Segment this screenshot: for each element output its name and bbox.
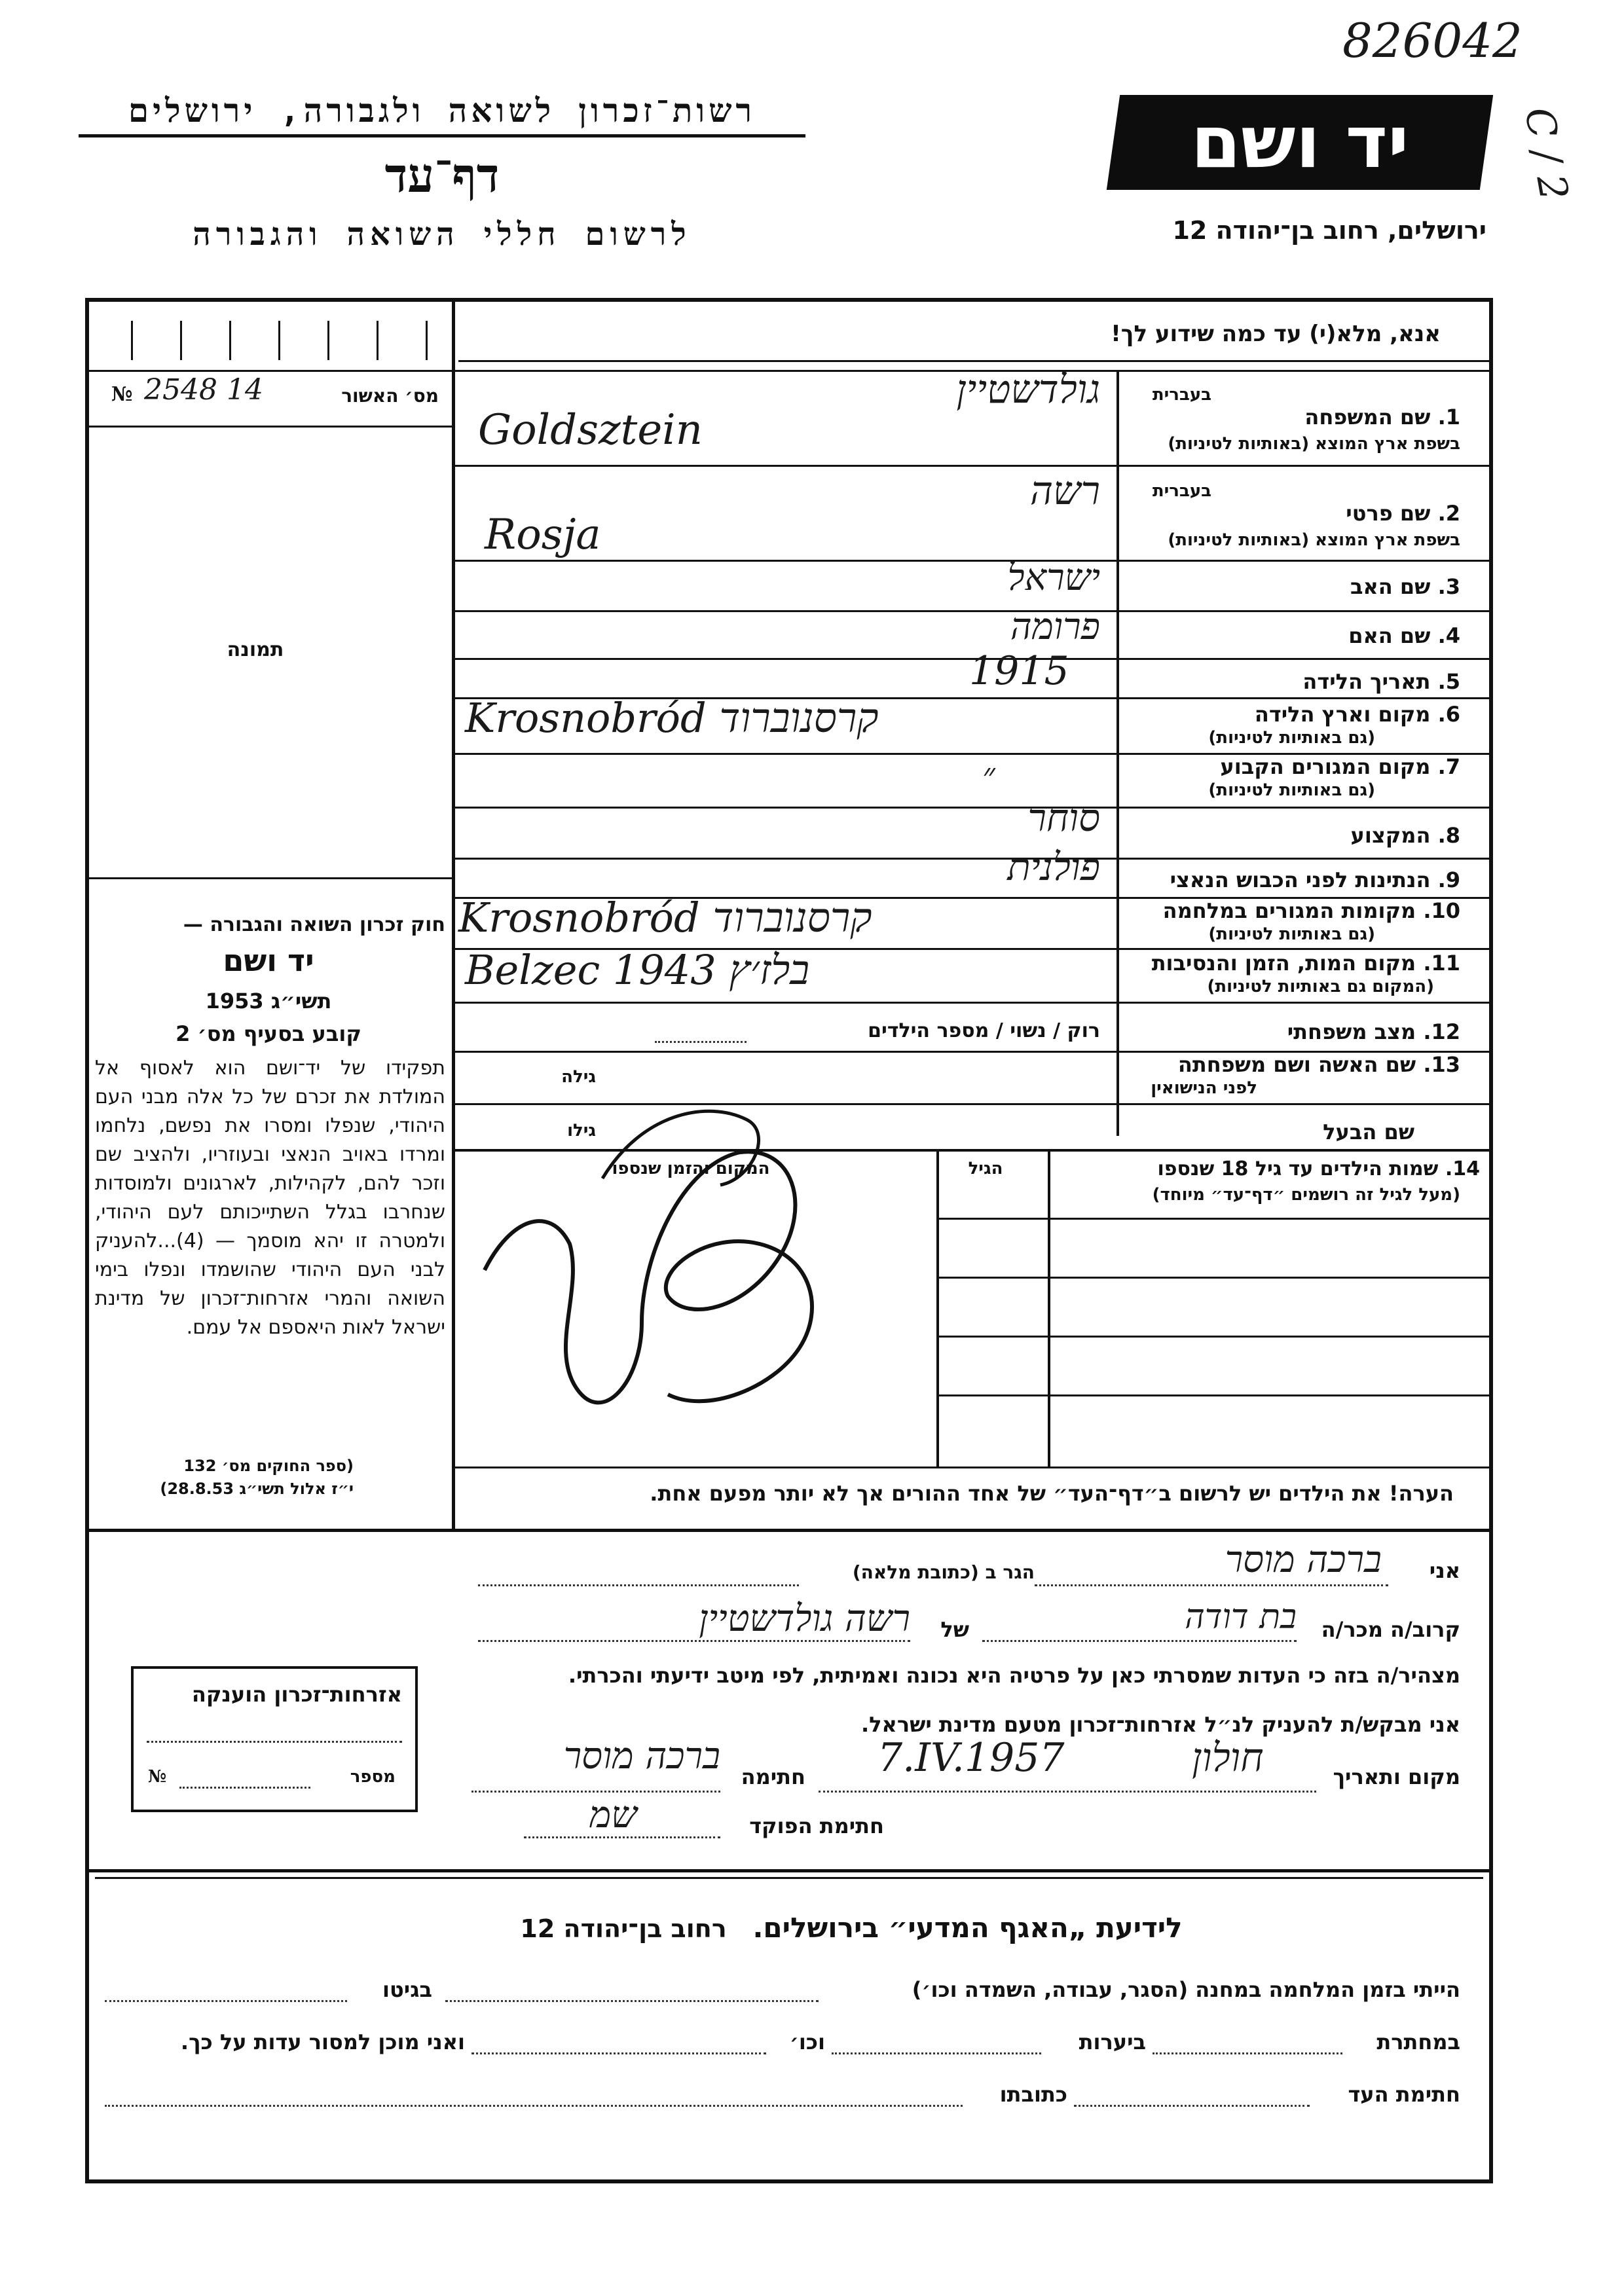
authority-name: רשות־זכרון לשואה ולגבורה, ירושלים [128,92,756,130]
law-title: חוק זכרון השואה והגבורה — [183,913,445,936]
note-text: הערה! את הילדים יש לרשום ב״דף־העד״ של אחד ההורים אך לא יותר מפעם אחת. [650,1481,1454,1506]
law-name: יד ושם [223,943,314,978]
logo-text: יד ושם [1190,100,1409,184]
yad-vashem-logo [1107,95,1493,190]
approval-number: 2548 14 [144,373,263,407]
law-ref-2: י״ז אלול תשי״ג 28.8.53) [160,1480,354,1498]
header-address: ירושלים, רחוב בן־יהודה 12 [1172,216,1486,245]
citizenship-box: אזרחות־זכרון הוענקה № מספר [131,1666,418,1812]
form-subtitle: לרשום חללי השואה והגבורה [193,216,692,253]
instruction-text: אנא, מלא(י) עד כמה שידוע לך! [1111,321,1441,347]
approval-prefix: № [111,383,133,406]
strikethrough-scribble [471,1074,904,1440]
footer-title: לידיעת „האגף המדעי״ בירושלים. [752,1912,1183,1944]
law-text: תפקידו של יד־ושם הוא לאסוף אל המולדת את זכרם של כל אלה מבני העם היהודי, שנפלו ומסרו את נפשם, נלחמו ומרדו באויב הנאצי ובעוזריו, ולהציב שם וזכר להם, לקהילות, לארגונים ולמוסדות שנחרבו בגלל השתייכותם לעם היהודי, ולמטרה זו יהא מוסמך — (4)...להעניק לבני העם היהודי שהושמדו ונפלו בימי השואה והמרי אזרחות־זכרון של מדינת ישראל לאות היאספם אל עמם. [95,1057,445,1339]
first-name-hebrew: רשה [1029,468,1100,514]
stamp-number: 826042 [1342,13,1522,68]
approval-label: מס׳ האשור [341,385,439,407]
law-ref-1: (ספר החוקים מס׳ 132 [183,1457,354,1475]
last-name-hebrew: גולדשטיין [956,367,1100,412]
form-title: דף־עד [384,147,500,203]
last-name-latin: Goldsztein [478,406,703,454]
first-name-latin: Rosja [485,511,601,559]
photo-label: תמונה [227,638,284,661]
side-note: 2 / C [1515,103,1578,204]
footer-address: רחוב בן־יהודה 12 [520,1914,727,1943]
law-clause: קובע בסעיף מס׳ 2 [175,1021,361,1046]
law-year: תשי״ג 1953 [205,989,332,1013]
